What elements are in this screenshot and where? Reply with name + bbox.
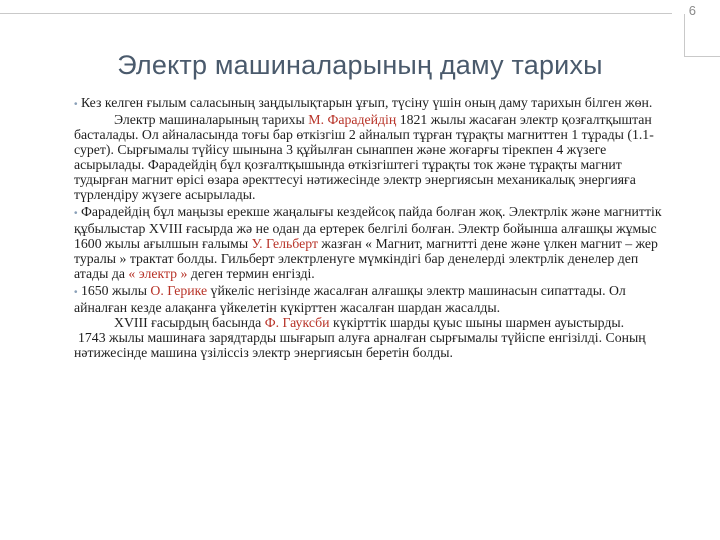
text-run: деген термин енгізді. [187,266,315,281]
text-run: Фарадейдің бұл маңызы ерекше жаңалығы кездейсоқ пайда болған жоқ. Электрлік және магниттік құбылыстар XVIII ғасырда жә не одан да ертерек белгілі болған. Электр бойынша алғашқы жұмыс 1600 жылы ағылшын ғалымы [74,204,662,251]
text-run: күкірттік шарды қуыс шыны шармен ауыстырды. [329,315,625,330]
page-number: 6 [688,3,696,18]
person-name-faraday: М. Фарадейдің [308,112,397,127]
paragraph-history [74,204,674,281]
paragraph-intro-text: Кез келген ғылым саласының заңдылықтарын ұғып, түсіну үшін оның даму тарихын білген жөн. [80,95,653,110]
person-name-hauksbee: Ф. Гауксби [264,315,330,330]
text-run: XVIII ғасырдың басында [114,315,265,330]
bullet-icon: • [74,99,78,110]
term-electric: « электр » [128,266,188,281]
text-run: жазған « Магнит, магнитті дене және үлкен магнит – жер туралы » трактат болды. Гильберт электрленуге мүмкіндігі бар денелерді электрлік денелер деп атады да [74,236,658,281]
paragraph-faraday [74,112,674,202]
person-name-gilbert: У. Гельберт [251,236,318,251]
text-run: Электр машиналарының тарихы [114,112,309,127]
bullet-icon: • [74,208,78,219]
person-name-guericke: О. Герике [150,283,208,298]
top-rule [0,13,672,14]
slide-title: Электр машиналарының даму тарихы [117,50,603,80]
bullet-icon: • [74,287,78,298]
slide-body [74,95,674,360]
paragraph-hauksbee [74,315,674,330]
text-run: үйкеліс негізінде жасалған алғашқы электр машинасын сипаттады. Ол айналған кезде алақанға үйкелетін күкірттен жасалған шардан жасалды. [74,283,626,315]
paragraph-guericke [74,283,674,315]
text-run: 1821 жылы жасаған электр қозғалтқыштан басталады. Ол айналасында тоғы бар өткізгіш 2 айналып тұрған тұрақты магниттен 1 тұрады (1.1- сурет). Сырғымалы түйісу шынына 3 құйылған сынаппен және жоғарғы тірекпен 4 жүзеге асырылады. Фарадейдің бұл қозғалтқышында өткізгіштегі тұрақты ток және тұрақты магнит тудырған магнит өрісі өзара әректтесуі нәтижесінде электр энергиясын механикалық энергияға түрлендіру жүзеге асырылады. [74,112,654,202]
paragraph-1743: 1743 жылы машинаға зарядтарды шығарып алуға арналған сырғымалы түйіспе енгізілді. Соның нәтижесінде машина үзіліссіз электр энергиясын беретін болды. [74,330,646,360]
text-run: 1650 жылы [80,283,151,298]
paragraph-intro [74,95,674,112]
